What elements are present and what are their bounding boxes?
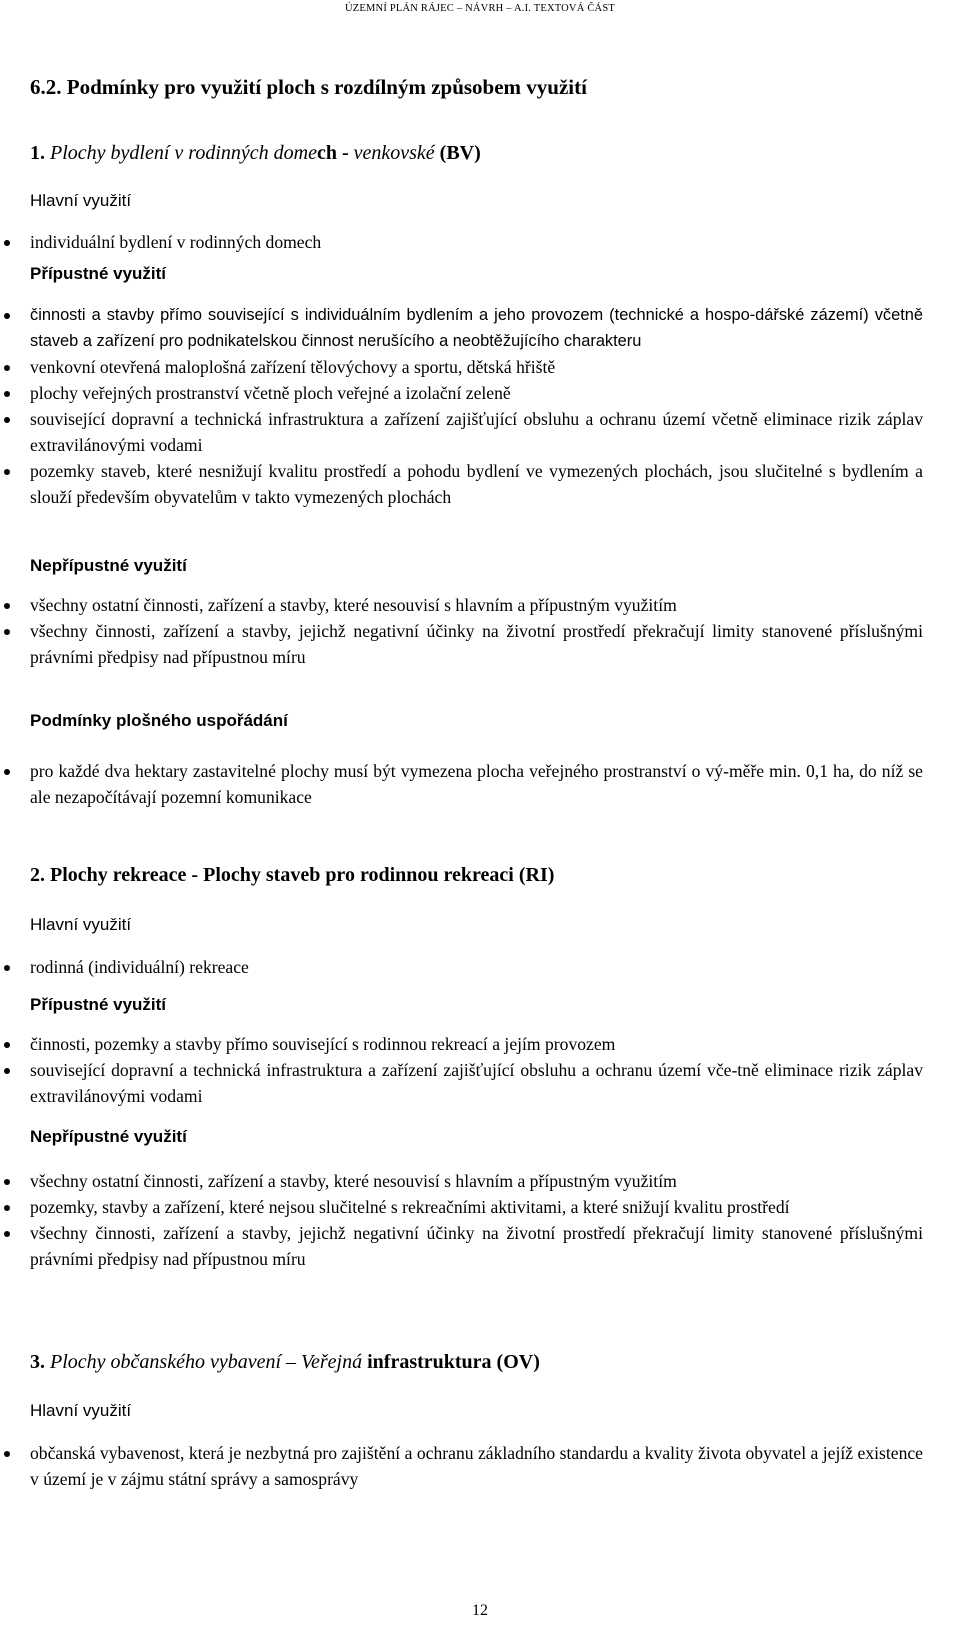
- page-number: 12: [472, 1602, 488, 1619]
- section-1-pripustne-list: [0, 302, 960, 510]
- section-1-hlavni-list: [0, 229, 960, 255]
- section-2-pripustne-list: [0, 1031, 960, 1109]
- list-item: všechny činnosti, zařízení a stavby, jejichž negativní účinky na životní prostředí překračují limity stanovené příslušnými právními předpisy nad přípustnou míru: [0, 618, 923, 670]
- section-2-heading: 2. Plochy rekreace - Plochy staveb pro rodinnou rekreaci (RI): [30, 864, 555, 886]
- list-item: všechny ostatní činnosti, zařízení a stavby, které nesouvisí s hlavním a přípustným využitím: [0, 592, 923, 618]
- section-3-title-italic: Plochy občanského vybavení – Veřejná: [50, 1351, 363, 1373]
- section-2-hlavni-label: Hlavní využití: [30, 915, 132, 934]
- section-3-heading: [30, 1347, 540, 1377]
- list-item: individuální bydlení v rodinných domech: [0, 229, 923, 255]
- section-2-nepripustne-label: Nepřípustné využití: [30, 1127, 187, 1146]
- list-item: související dopravní a technická infrastruktura a zařízení zajišťující obsluhu a ochranu území vče-tně eliminace rizik záplav extravilánovými vodami: [0, 1057, 923, 1109]
- section-3-hlavni-label: Hlavní využití: [30, 1401, 132, 1420]
- list-item: venkovní otevřená maloplošná zařízení tělovýchovy a sportu, dětská hřiště: [0, 354, 923, 380]
- section-1-podminky-label: Podmínky plošného uspořádání: [30, 711, 288, 730]
- list-item: plochy veřejných prostranství včetně ploch veřejné a izolační zeleně: [0, 380, 923, 406]
- section-1-title-italic-2: venkovské: [353, 142, 435, 164]
- list-item: související dopravní a technická infrastruktura a zařízení zajišťující obsluhu a ochranu území včetně eliminace rizik záplav extravilánovými vodami: [0, 406, 923, 458]
- main-heading: 6.2. Podmínky pro využití ploch s rozdílným způsobem využití: [30, 75, 587, 99]
- section-1-nepripustne-label: Nepřípustné využití: [30, 556, 187, 575]
- section-1-heading: [30, 138, 481, 168]
- section-1-pripustne-label: Přípustné využití: [30, 264, 167, 283]
- list-item: všechny ostatní činnosti, zařízení a stavby, které nesouvisí s hlavním a přípustným využitím: [0, 1168, 923, 1194]
- section-1-title-rest: ch -: [316, 142, 354, 164]
- section-1-hlavni-label: Hlavní využití: [30, 191, 132, 210]
- section-3-title-prefix: 3.: [30, 1351, 50, 1373]
- running-header: ÚZEMNÍ PLÁN RÁJEC – NÁVRH – A.I. TEXTOVÁ ČÁST: [345, 3, 615, 14]
- list-item: činnosti a stavby přímo související s individuálním bydlením a jeho provozem (technické a hospo-dářské zázemí) včetně staveb a zařízení pro podnikatelskou činnost nerušícího a neobtěžujícího charakteru: [0, 302, 923, 354]
- section-1-nepripustne-list: [0, 592, 960, 670]
- section-2-nepripustne-list: [0, 1168, 960, 1272]
- list-item: pozemky, stavby a zařízení, které nejsou slučitelné s rekreačními aktivitami, a které snižují kvalitu prostředí: [0, 1194, 923, 1220]
- list-item: občanská vybavenost, která je nezbytná pro zajištění a ochranu základního standardu a kvality života obyvatel a jejíž existence v území je v zájmu státní správy a samosprávy: [0, 1440, 923, 1492]
- list-item: rodinná (individuální) rekreace: [0, 954, 923, 980]
- section-1-title-suffix: (BV): [434, 142, 481, 164]
- list-item: pozemky staveb, které nesnižují kvalitu prostředí a pohodu bydlení ve vymezených plochách, jsou slučitelné s bydlením a slouží především obyvatelům v takto vymezených plochách: [0, 458, 923, 510]
- section-1-podminky-list: [0, 758, 960, 810]
- section-3-hlavni-list: [0, 1440, 960, 1492]
- section-2-hlavni-list: [0, 954, 960, 980]
- list-item: pro každé dva hektary zastavitelné plochy musí být vymezena plocha veřejného prostranství o vý-měře min. 0,1 ha, do níž se ale nezapočítávají pozemní komunikace: [0, 758, 923, 810]
- list-item: činnosti, pozemky a stavby přímo související s rodinnou rekreací a jejím provozem: [0, 1031, 923, 1057]
- section-1-title-italic: Plochy bydlení v rodinných dome: [50, 142, 317, 164]
- section-1-title-prefix: 1.: [30, 142, 50, 164]
- section-2-pripustne-label: Přípustné využití: [30, 995, 167, 1014]
- section-3-title-suffix: infrastruktura (OV): [362, 1351, 540, 1373]
- list-item: všechny činnosti, zařízení a stavby, jejichž negativní účinky na životní prostředí překračují limity stanovené příslušnými právními předpisy nad přípustnou míru: [0, 1220, 923, 1272]
